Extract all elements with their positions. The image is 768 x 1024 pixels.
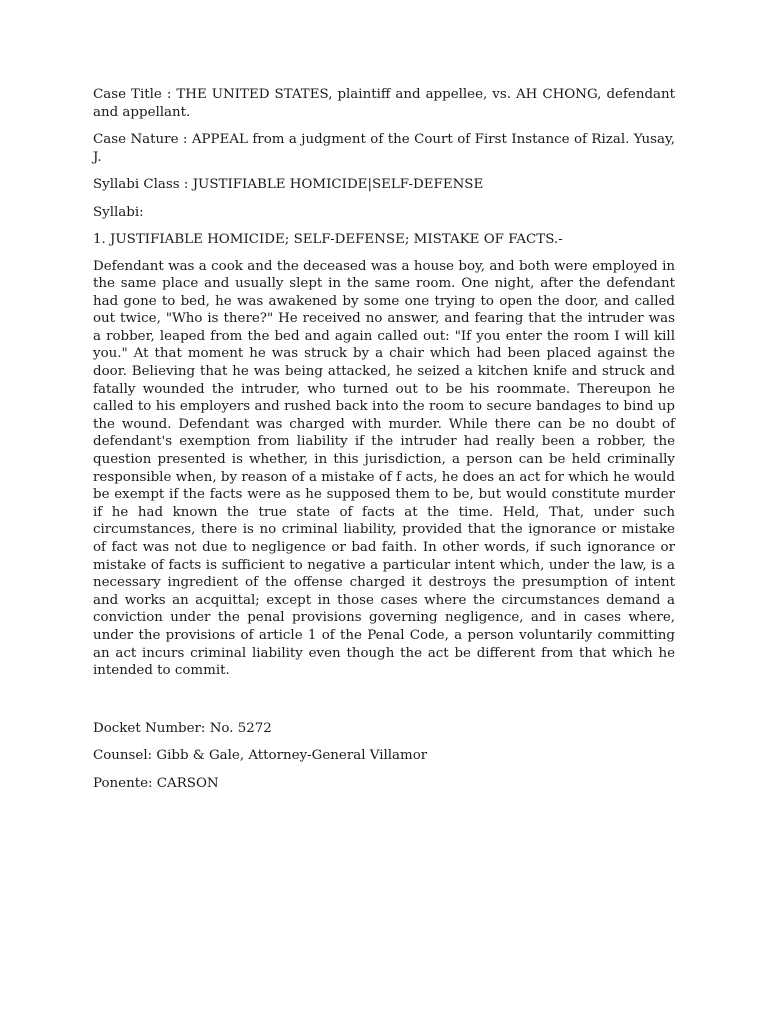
ponente-label: Ponente: (93, 775, 157, 791)
syllabi-body: Defendant was a cook and the deceased was a house boy, and both were employed in the same place and usually slept in the same room. One night, after the defendant had gone to bed, he was awakened by some one trying to open the door, and called out twice, "Who is there?" He received no answer, and fearing that the intruder was a robber, leaped from the bed and again called out: "If you enter the room I will kill you." At that moment he was struck by a chair which had been placed against the door. Believing that he was being attacked, he seized a kitchen knife and struck and fatally wounded the intruder, who turned out to be his roommate. Thereupon he called to his employers and rushed back into the room to secure bandages to bind up the wound. Defendant was charged with murder. While there can be no doubt of defendant's exemption from liability if the intruder had really been a robber, the question presented is whether, in this jurisdiction, a person can be held criminally responsible when, by reason of a mistake of f acts, he does an act for which he would be exempt if the facts were as he supposed them to be, but would constitute murder if he had known the true state of facts at the time. Held, That, under such circumstances, there is no criminal liability, provided that the ignorance or mistake of fact was not due to negligence or bad faith. In other words, if such ignorance or mistake of facts is sufficient to negative a particular intent which, under the law, is a necessary ingredient of the offense charged it destroys the presumption of intent and works an acquittal; except in those cases where the circumstances demand a conviction under the penal provisions governing negligence, and in cases where, under the provisions of article 1 of the Penal Code, a person voluntarily committing an act incurs criminal liability even though the act be different from that which he intended to commit. (93, 258, 675, 679)
syllabi-heading: 1. JUSTIFIABLE HOMICIDE; SELF-DEFENSE; MISTAKE OF FACTS.- (93, 232, 563, 247)
counsel-value: Gibb & Gale, Attorney-General Villamor (156, 748, 428, 764)
case-nature-label: Case Nature : (93, 132, 192, 147)
syllabi-label: Syllabi: (93, 204, 144, 220)
ponente (93, 775, 675, 793)
syllabi-class-label: Syllabi Class : (93, 177, 193, 192)
docket-value: No. 5272 (209, 720, 272, 736)
counsel (93, 747, 675, 765)
case-title-label: Case Title : (93, 87, 177, 102)
case-title-value: THE UNITED STATES, plaintiff and appellee, vs. AH CHONG, defendant and appellant. (93, 87, 676, 120)
case-title (93, 86, 675, 121)
document-page (93, 86, 675, 792)
docket-label: Docket Number: (93, 720, 210, 736)
syllabi-class (93, 176, 675, 194)
ponente-value: CARSON (156, 775, 219, 791)
counsel-label: Counsel: (93, 748, 157, 764)
case-nature (93, 131, 675, 166)
docket-number (93, 720, 675, 738)
case-nature-value: APPEAL from a judgment of the Court of First Instance of Rizal. Yusay, J. (93, 132, 676, 165)
syllabi-class-value: JUSTIFIABLE HOMICIDE|SELF-DEFENSE (192, 177, 484, 192)
